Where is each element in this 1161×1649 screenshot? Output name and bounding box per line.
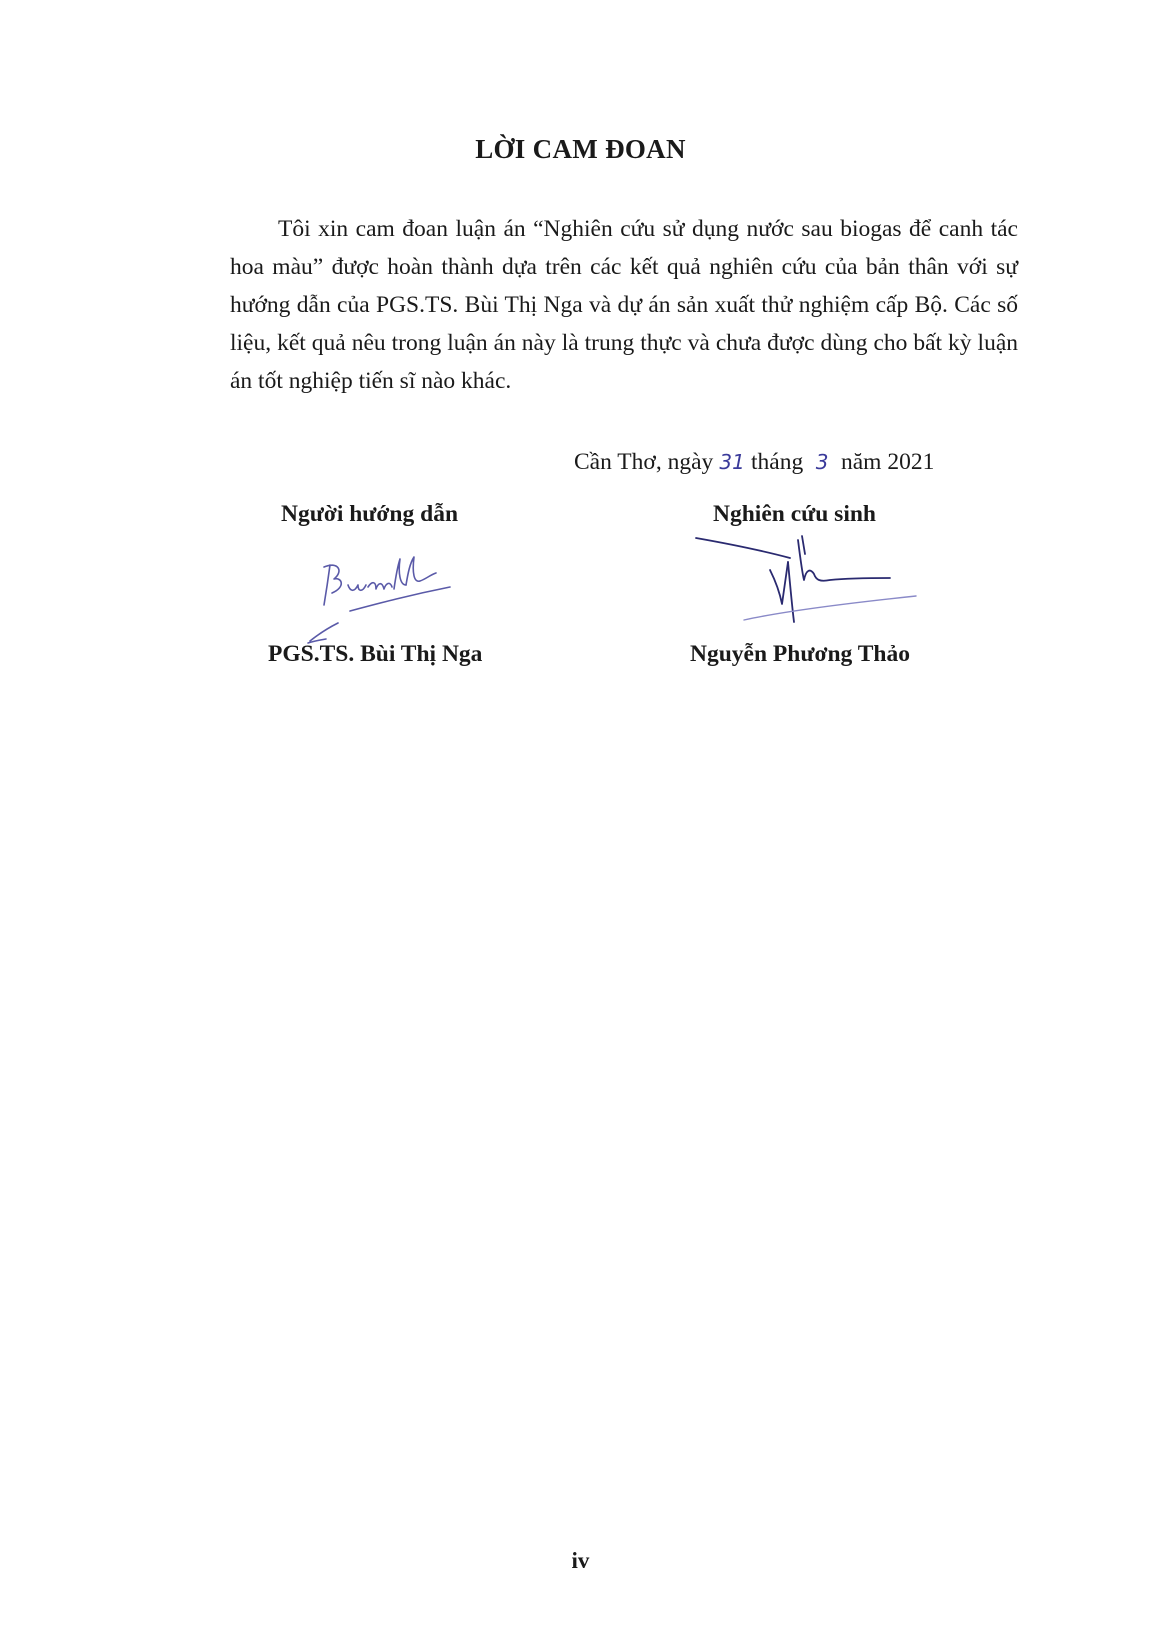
declaration-paragraph: Tôi xin cam đoan luận án “Nghiên cứu sử dụng nước sau biogas để canh tác hoa màu” được hoàn thành dựa trên các kết quả nghiên cứu của bản thân với sự hướng dẫn của PGS.TS. Bùi Thị Nga và dự án sản xuất thử nghiệm cấp Bộ. Các số liệu, kết quả nêu trong luận án này là trung thực và chưa được dùng cho bất kỳ luận án tốt nghiệp tiến sĩ nào khác. (230, 216, 1018, 394)
date-year: năm 2021 (841, 449, 935, 475)
date-month: 3 (815, 450, 829, 474)
date-month-label: tháng (751, 449, 804, 475)
date-line (574, 449, 934, 476)
advisor-signature (290, 545, 470, 645)
advisor-name: PGS.TS. Bùi Thị Nga (268, 641, 483, 667)
student-signature (690, 522, 930, 642)
date-day: 31 (719, 450, 745, 474)
advisor-label: Người hướng dẫn (281, 501, 459, 527)
student-name: Nguyễn Phương Thảo (690, 641, 910, 667)
date-place-prefix: Cần Thơ, ngày (574, 449, 714, 475)
student-label: Nghiên cứu sinh (713, 501, 876, 527)
page-number: iv (571, 1548, 590, 1573)
document-title: LỜI CAM ĐOAN (475, 134, 686, 164)
